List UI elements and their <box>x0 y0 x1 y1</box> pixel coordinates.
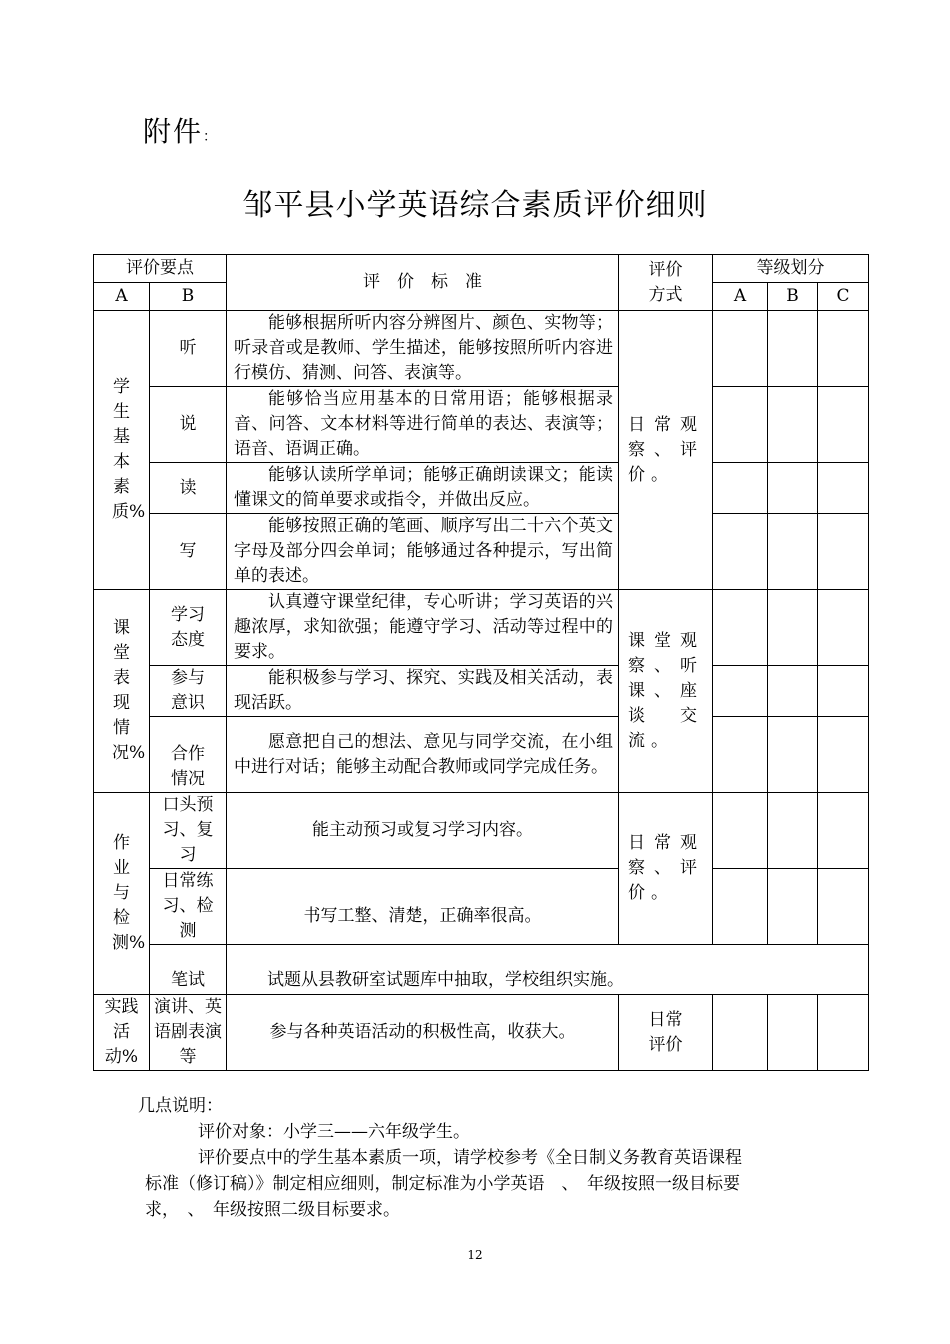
attachment-text: 附件 <box>143 115 204 148</box>
header-points: 评价要点 <box>94 255 227 283</box>
header-grade-a: A <box>713 283 768 311</box>
item-oral-review: 口头预习、复习 <box>150 793 227 869</box>
grade-cell <box>818 793 869 869</box>
method-practice: 日常评价 <box>619 995 713 1071</box>
standard-write: 能够按照正确的笔画、顺序写出二十六个英文字母及部分四会单词；能够通过各种提示，写出简单的表述。 <box>227 514 619 590</box>
notes-section <box>138 1093 818 1223</box>
grade-cell <box>713 311 768 387</box>
grade-cell <box>713 590 768 666</box>
grade-cell <box>713 387 768 463</box>
standard-speech-drama: 参与各种英语活动的积极性高，收获大。 <box>227 995 619 1071</box>
grade-cell <box>713 869 768 945</box>
grade-cell <box>768 311 818 387</box>
notes-line-2b: 标准（修订稿）》制定相应细则，制定标准为小学英语 、 年级按照一级目标要 <box>145 1174 740 1194</box>
grade-cell <box>713 995 768 1071</box>
grade-cell <box>713 793 768 869</box>
grade-cell <box>768 666 818 717</box>
notes-line-2a: 评价要点中的学生基本素质一项，请学校参考《全日制义务教育英语课程 <box>198 1148 742 1168</box>
grade-cell <box>818 514 869 590</box>
grade-cell <box>768 590 818 666</box>
category-classroom: 课堂表现情况% <box>94 590 150 793</box>
page-number: 12 <box>467 1248 483 1262</box>
grade-cell <box>713 463 768 514</box>
grade-cell <box>768 995 818 1071</box>
attachment-label <box>143 112 219 157</box>
grade-cell <box>818 717 869 793</box>
grade-cell <box>818 869 869 945</box>
grade-cell <box>818 666 869 717</box>
header-grade-b: B <box>768 283 818 311</box>
item-speech-drama: 演讲、英语剧表演等 <box>150 995 227 1071</box>
evaluation-table <box>93 254 869 1071</box>
standard-speak: 能够恰当应用基本的日常用语；能够根据录音、问答、文本材料等进行简单的表达、表演等；语音、语调正确。 <box>227 387 619 463</box>
item-attitude: 学习态度 <box>150 590 227 666</box>
grade-cell <box>818 463 869 514</box>
grade-cell <box>768 463 818 514</box>
notes-line-2c: 求， 、 年级按照二级目标要求。 <box>145 1200 400 1220</box>
standard-attitude: 认真遵守课堂纪律，专心听讲；学习英语的兴趣浓厚，求知欲强；能遵守学习、活动等过程中的要求。 <box>227 590 619 666</box>
method-classroom: 课堂观察、听课、座谈交流。 <box>619 590 713 793</box>
item-speak: 说 <box>150 387 227 463</box>
header-grading: 等级划分 <box>713 255 869 283</box>
grade-cell <box>818 590 869 666</box>
header-standard: 评 价 标 准 <box>227 255 619 311</box>
grade-cell <box>713 666 768 717</box>
method-homework: 日常观察、评价。 <box>619 793 713 945</box>
category-practice: 实践活动% <box>94 995 150 1071</box>
standard-daily-practice: 书写工整、清楚，正确率很高。 <box>227 869 619 945</box>
grade-cell <box>768 793 818 869</box>
grade-cell <box>768 387 818 463</box>
grade-cell <box>768 869 818 945</box>
item-participation: 参与意识 <box>150 666 227 717</box>
grade-cell <box>818 995 869 1071</box>
header-grade-c: C <box>818 283 869 311</box>
standard-cooperation: 愿意把自己的想法、意见与同学交流，在小组中进行对话；能够主动配合教师或同学完成任务。 <box>227 717 619 793</box>
category-basic-quality: 学生基本素质% <box>94 311 150 590</box>
standard-written-test: 试题从县教研室试题库中抽取，学校组织实施。 <box>227 945 869 995</box>
method-basic-quality: 日常观察、评价。 <box>619 311 713 590</box>
standard-participation: 能积极参与学习、探究、实践及相关活动，表现活跃。 <box>227 666 619 717</box>
grade-cell <box>768 717 818 793</box>
notes-heading: 几点说明： <box>138 1096 223 1116</box>
header-col-a: A <box>94 283 150 311</box>
grade-cell <box>768 514 818 590</box>
item-write: 写 <box>150 514 227 590</box>
grade-cell <box>713 514 768 590</box>
category-homework: 作业与检测% <box>94 793 150 995</box>
item-cooperation: 合作情况 <box>150 717 227 793</box>
item-written-test: 笔试 <box>150 945 227 995</box>
item-listen: 听 <box>150 311 227 387</box>
grade-cell <box>818 387 869 463</box>
item-daily-practice: 日常练习、检测 <box>150 869 227 945</box>
grade-cell <box>713 717 768 793</box>
header-col-b: B <box>150 283 227 311</box>
grade-cell <box>818 311 869 387</box>
standard-listen: 能够根据所听内容分辨图片、颜色、实物等；听录音或是教师、学生描述，能够按照所听内容进行模仿、猜测、问答、表演等。 <box>227 311 619 387</box>
document-title: 邹平县小学英语综合素质评价细则 <box>242 188 708 223</box>
attachment-colon: ： <box>203 129 220 145</box>
item-read: 读 <box>150 463 227 514</box>
header-method: 评价方式 <box>619 255 713 311</box>
standard-read: 能够认读所学单词；能够正确朗读课文；能读懂课文的简单要求或指令，并做出反应。 <box>227 463 619 514</box>
notes-line-1: 评价对象：小学三——六年级学生。 <box>198 1122 470 1142</box>
standard-oral-review: 能主动预习或复习学习内容。 <box>227 793 619 869</box>
